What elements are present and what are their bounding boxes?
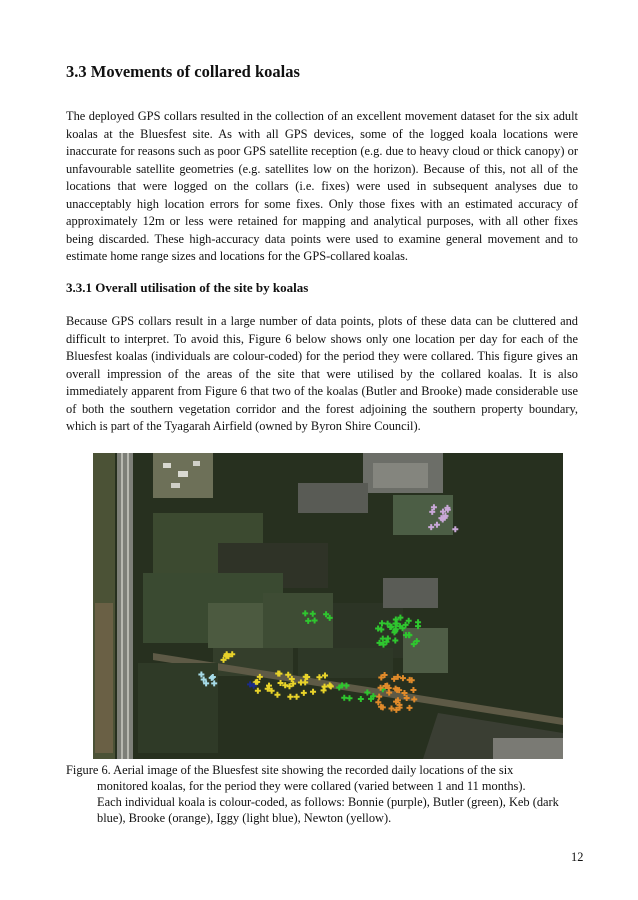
- caption-line-1: Figure 6. Aerial image of the Bluesfest site showing the recorded daily locations of the six: [66, 763, 514, 777]
- aerial-image: [93, 453, 563, 759]
- section-heading: 3.3 Movements of collared koalas: [66, 62, 300, 81]
- paragraph-gps-collars: The deployed GPS collars resulted in the collection of an excellent movement dataset for the six adult koalas at the Bluesfest site. As with all GPS devices, some of the logged koala locations were inaccurate for reasons such as poor GPS satellite reception (e.g. due to heavy cloud or thick canopy) or unfavourable satellite geometries (e.g. satellites low on the horizon). Because of this, not all of the locations that were logged on the collars (i.e. fixes) were used in subsequent analyses due to unacceptably high location errors for some fixes. Only those fixes with an estimated accuracy of approximately 12m or less were retained for mapping and analytical purposes, with all other fixes being discarded. These high-accuracy data points were used to examine general movement and to estimate home range sizes and locations for the GPS-collared koalas.: [66, 109, 578, 263]
- page-number: 12: [571, 850, 584, 864]
- caption-line-3: Each individual koala is colour-coded, as follows: Bonnie (purple), Butler (green), Keb (dark blue), Brooke (orange), Iggy (light blue), Newton (yellow).: [97, 795, 559, 825]
- figure-caption: [66, 762, 576, 826]
- aerial-image-figure: [93, 453, 563, 759]
- paragraph-site-utilisation: Because GPS collars result in a large number of data points, plots of these data can be cluttered and difficult to interpret. To avoid this, Figure 6 below shows only one location per day for each of the Bluesfest koalas (individuals are colour-coded) for the period they were collared. This figure gives an overall impression of the areas of the site that were utilised by the collared koalas. It is also immediately apparent from Figure 6 that two of the koalas (Butler and Brooke) made considerable use of both the southern vegetation corridor and the forest adjoining the southern property boundary, which is part of the Tyagarah Airfield (owned by Byron Shire Council).: [66, 314, 578, 433]
- subsection-heading: 3.3.1 Overall utilisation of the site by koalas: [66, 280, 309, 295]
- caption-line-2: monitored koalas, for the period they were collared (varied between 1 and 11 months).: [97, 779, 526, 793]
